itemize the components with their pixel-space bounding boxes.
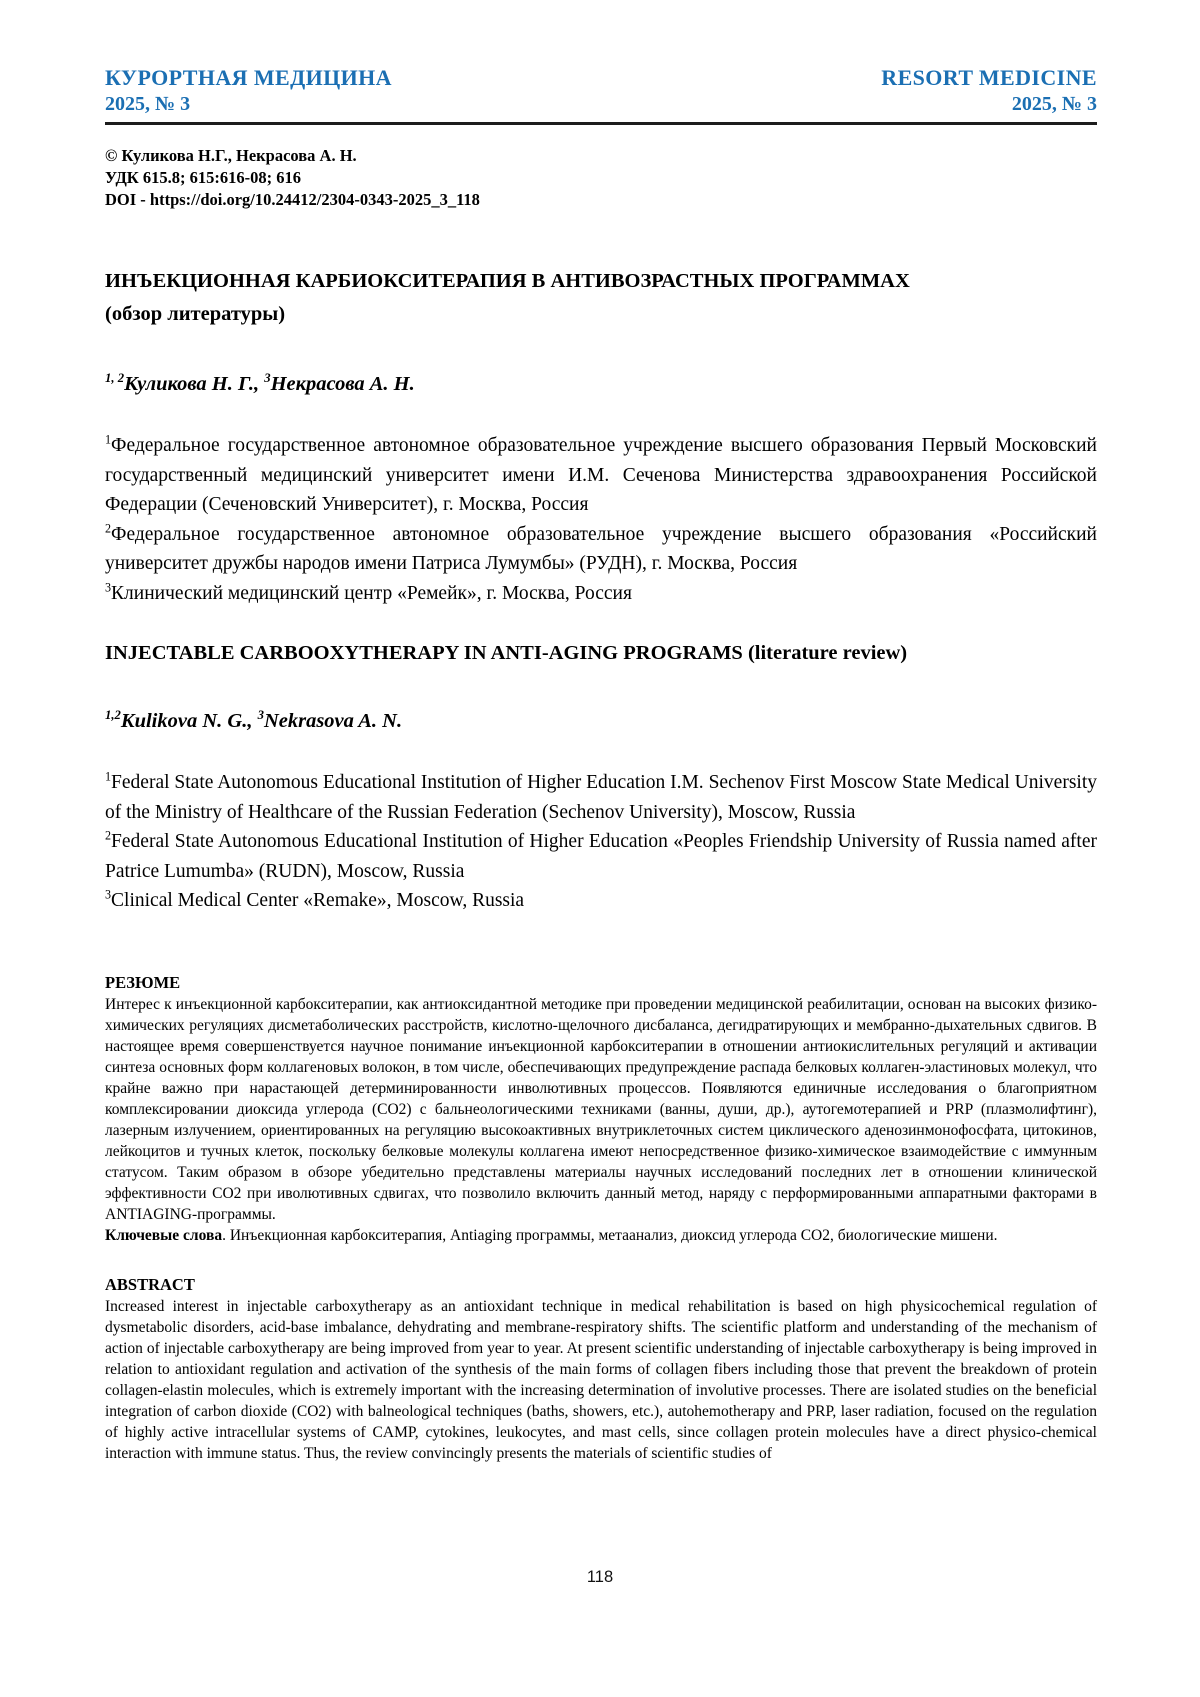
author-affil-superscript: 3 xyxy=(264,371,271,386)
journal-header-right xyxy=(881,64,1097,117)
journal-header-left xyxy=(105,64,392,117)
affiliation-en-3 xyxy=(105,886,1097,916)
author-name: Некрасова А. Н. xyxy=(270,373,415,395)
affiliation-en-2 xyxy=(105,827,1097,886)
article-title-en: INJECTABLE CARBOOXYTHERAPY IN ANTI-AGING PROGRAMS (literature review) xyxy=(105,642,908,664)
udc-line: УДК 615.8; 615:616-08; 616 xyxy=(105,168,301,187)
journal-header xyxy=(105,64,1097,117)
author-name: Куликова Н. Г., xyxy=(124,373,265,395)
abstract-heading: ABSTRACT xyxy=(105,1274,195,1294)
author-name: Nekrasova A. N. xyxy=(263,710,403,732)
affiliation-ru-1 xyxy=(105,431,1097,520)
affiliation-text: Клинический медицинский центр «Ремейк», г. Москва, Россия xyxy=(111,582,632,604)
affiliations-en xyxy=(105,768,1097,916)
resume-section xyxy=(105,972,1097,1246)
copyright-line: © Куликова Н.Г., Некрасова А. Н. xyxy=(105,146,357,165)
affiliation-text: Федеральное государственное автономное образовательное учреждение высшего образования «Российский университет дружбы народов имени Патриса Лумумбы» (РУДН), г. Москва, Россия xyxy=(105,523,1097,574)
abstract-section xyxy=(105,1274,1097,1464)
author-name: Kulikova N. G., xyxy=(120,710,258,732)
author-affil-superscript: 1, 2 xyxy=(105,371,125,386)
page-number: 118 xyxy=(586,1568,614,1586)
authors-en xyxy=(105,708,1097,734)
article-title-ru-line1: ИНЪЕКЦИОННАЯ КАРБИОКСИТЕРАПИЯ В АНТИВОЗРАСТНЫХ ПРОГРАММАХ xyxy=(105,270,910,292)
resume-heading: РЕЗЮМЕ xyxy=(105,972,181,992)
journal-title-ru: КУРОРТНАЯ МЕДИЦИНА xyxy=(105,65,392,90)
affiliations-ru xyxy=(105,431,1097,608)
affiliation-superscript: 1 xyxy=(105,432,112,447)
affiliation-text: Clinical Medical Center «Remake», Moscow, Russia xyxy=(111,890,525,911)
keywords-label-ru: Ключевые слова xyxy=(105,1226,223,1244)
affiliation-ru-3 xyxy=(105,579,1097,609)
journal-title-en: RESORT MEDICINE xyxy=(881,65,1097,90)
affiliation-text: Federal State Autonomous Educational Institution of Higher Education I.M. Sechenov First Moscow State Medical University of the Ministry of Healthcare of the Russian Federation (Sechenov University), Moscow, Russia xyxy=(105,772,1097,823)
abstract-body: Increased interest in injectable carboxytherapy as an antioxidant technique in medical rehabilitation is based on high physicochemical regulation of dysmetabolic disorders, acid-base imbalance, dehydrating and membrane-respiratory shifts. The scientific platform and understanding of the mechanism of action of injectable carboxytherapy are being improved from year to year. At present scientific understanding of injectable carboxytherapy is being improved in relation to antioxidant regulation and activation of the synthesis of the main forms of collagen fibers including those that prevent the breakdown of protein collagen-elastin molecules, which is extremely important with the increasing determination of involutive processes. There are isolated studies on the beneficial integration of carbon dioxide (CO2) with balneological techniques (baths, showers, etc.), autohemotherapy and PRP, laser radiation, focused on the regulation of highly active intracellular systems of CAMP, cytokines, leukocytes, and mast cells, since collagen protein molecules have a direct physico-chemical interaction with immune status. Thus, the review convincingly presents the materials of scientific studies of xyxy=(105,1297,1097,1462)
journal-issue-en: 2025, № 3 xyxy=(1011,93,1097,115)
resume-body: Интерес к инъекционной карбокситерапии, как антиоксидантной методике при проведении медицинской реабилитации, основан на высоких физико-химических регуляциях дисметаболических расстройств, кислотно-щелочного дисбаланса, дегидратирующих и мембранно-дыхательных сдвигов. В настоящее время совершенствуется научное понимание инъекционной карбокситерапии в отношении антиокислительных регуляций и активации синтеза основных форм коллагеновых волокон, в том числе, обеспечивающих предупреждение распада белковых коллаген-эластиновых молекул, что крайне важно при нарастающей детерминированности инволютивных процессов. Появляются единичные исследования о благоприятном комплексировании диоксида углерода (СО2) с бальнеологическими техниками (ванны, души, др.), аутогемотерапией и PRP (плазмолифтинг), лазерным излучением, ориентированных на регуляцию высокоактивных внутриклеточных систем циклического аденозинмонофосфата, цитокинов, лейкоцитов и тучных клеток, поскольку белковые молекулы коллагена имеют непосредственное физико-химическое взаимодействие с иммунным статусом. Таким образом в обзоре убедительно представлены материалы научных исследований последних лет в отношении клинической эффективности СО2 при иволютивных сдвигах, что позволило включить данный метод, наряду с перформированными аппаратными факторами в ANTIAGING-программы. xyxy=(105,995,1097,1223)
article-meta xyxy=(105,145,1097,211)
affiliation-superscript: 1 xyxy=(105,769,112,784)
keywords-text-ru: . Инъекционная карбокситерапия, Antiaging программы, метаанализ, диоксид углерода СО2, биологические мишени. xyxy=(222,1226,998,1244)
affiliation-superscript: 2 xyxy=(105,828,112,843)
affiliation-en-1 xyxy=(105,768,1097,827)
affiliation-ru-2 xyxy=(105,520,1097,579)
affiliation-text: Federal State Autonomous Educational Institution of Higher Education «Peoples Friendship University of Russia named after Patrice Lumumba» (RUDN), Moscow, Russia xyxy=(105,831,1097,882)
article-title-ru xyxy=(105,265,1097,331)
doi-line: DOI - https://doi.org/10.24412/2304-0343-2025_3_118 xyxy=(105,190,480,209)
affiliation-text: Федеральное государственное автономное образовательное учреждение высшего образования Первый Московский государственный медицинский университет имени И.М. Сеченова Министерства здравоохранения Российской Федерации (Сеченовский Университет), г. Москва, Россия xyxy=(105,435,1097,515)
article-title-ru-line2: (обзор литературы) xyxy=(105,303,286,325)
authors-ru xyxy=(105,371,1097,397)
affiliation-superscript: 3 xyxy=(105,580,112,594)
author-affil-superscript: 3 xyxy=(257,708,264,723)
journal-issue-ru: 2025, № 3 xyxy=(105,93,191,115)
affiliation-superscript: 3 xyxy=(105,887,112,902)
header-divider xyxy=(105,122,1097,125)
keywords-line-ru xyxy=(105,1225,1097,1246)
affiliation-superscript: 2 xyxy=(105,521,112,535)
author-affil-superscript: 1,2 xyxy=(105,708,121,723)
